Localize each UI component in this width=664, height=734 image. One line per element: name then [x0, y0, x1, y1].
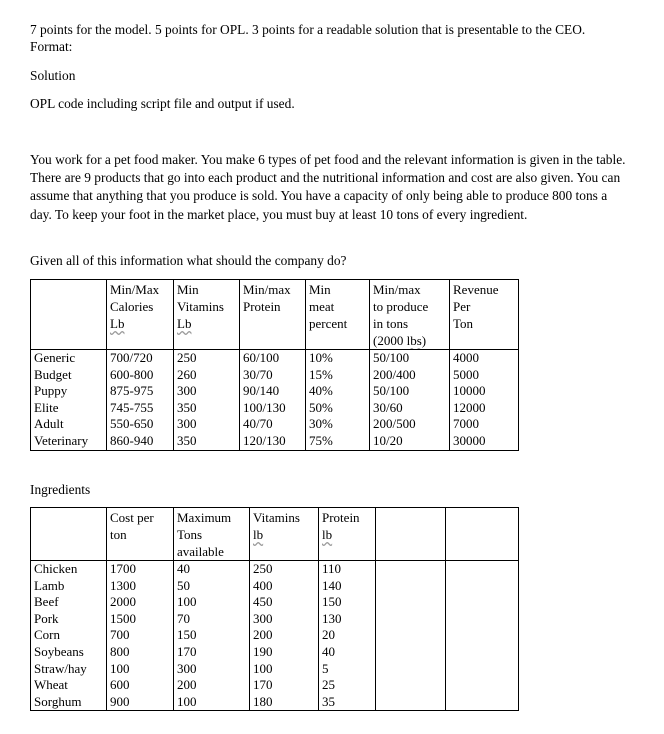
- ingredients-cell: Chicken: [31, 561, 107, 578]
- ingredients-cell: [446, 644, 519, 661]
- ingredients-cell: [446, 594, 519, 611]
- products-cell: 300: [174, 416, 240, 433]
- products-header-unit: lbs: [406, 333, 422, 348]
- products-header-text: Min/max: [243, 282, 291, 297]
- products-header-text: Min/Max: [110, 282, 160, 297]
- ingredients-cell: [376, 578, 446, 595]
- ingredients-header-text: Protein: [322, 510, 360, 525]
- ingredients-cell: 40: [319, 644, 376, 661]
- products-header-text: in tons: [373, 316, 409, 331]
- opl-instruction: OPL code including script file and output if used.: [30, 96, 295, 111]
- products-row: [31, 433, 519, 450]
- ingredients-cell: 25: [319, 677, 376, 694]
- ingredients-cell: 200: [174, 677, 250, 694]
- products-header-text: Ton: [453, 316, 474, 331]
- products-header-text: Min/max: [373, 282, 421, 297]
- products-cell: 875-975: [107, 383, 174, 400]
- ingredients-cell: 150: [174, 627, 250, 644]
- ingredients-cell: 300: [174, 661, 250, 678]
- ingredients-cell: 200: [250, 627, 319, 644]
- products-cell: Budget: [31, 367, 107, 384]
- products-header-text: (2000: [373, 333, 407, 348]
- products-header-text: Min: [309, 282, 331, 297]
- products-cell: 5000: [450, 367, 519, 384]
- ingredients-row: [31, 561, 519, 578]
- ingredients-cell: 800: [107, 644, 174, 661]
- ingredients-cell: 450: [250, 594, 319, 611]
- ingredients-row: [31, 594, 519, 611]
- products-cell: 75%: [306, 433, 370, 450]
- products-row: [31, 416, 519, 433]
- products-cell: 200/500: [370, 416, 450, 433]
- ingredients-cell: 100: [107, 661, 174, 678]
- products-cell: 10%: [306, 350, 370, 367]
- ingredients-header-text: Cost per: [110, 510, 154, 525]
- products-header-cell: [450, 280, 519, 350]
- products-cell: 300: [174, 383, 240, 400]
- ingredients-table: [30, 507, 519, 711]
- ingredients-row: [31, 627, 519, 644]
- ingredients-cell: 700: [107, 627, 174, 644]
- ingredients-cell: [376, 627, 446, 644]
- ingredients-cell: 140: [319, 578, 376, 595]
- ingredients-cell: 1300: [107, 578, 174, 595]
- products-cell: 30/70: [240, 367, 306, 384]
- ingredients-cell: 5: [319, 661, 376, 678]
- products-cell: 10/20: [370, 433, 450, 450]
- ingredients-cell: 150: [319, 594, 376, 611]
- products-header-unit: Lb: [177, 316, 192, 331]
- products-header-cell: [31, 280, 107, 350]
- ingredients-row: [31, 644, 519, 661]
- ingredients-header-text: Maximum: [177, 510, 232, 525]
- ingredients-cell: Sorghum: [31, 694, 107, 711]
- products-header-cell: [107, 280, 174, 350]
- ingredients-cell: 400: [250, 578, 319, 595]
- products-cell: 100/130: [240, 400, 306, 417]
- ingredients-header-cell: [250, 508, 319, 561]
- products-cell: 60/100: [240, 350, 306, 367]
- ingredients-cell: 170: [174, 644, 250, 661]
- products-cell: 7000: [450, 416, 519, 433]
- ingredients-header-cell: [376, 508, 446, 561]
- ingredients-cell: 190: [250, 644, 319, 661]
- products-row: [31, 367, 519, 384]
- ingredients-header-row: [31, 508, 519, 561]
- ingredients-cell: 35: [319, 694, 376, 711]
- products-header-text: Calories: [110, 299, 154, 314]
- products-cell: 260: [174, 367, 240, 384]
- ingredients-header-text: Tons: [177, 527, 203, 542]
- ingredients-cell: [446, 694, 519, 711]
- products-header-text: to produce: [373, 299, 429, 314]
- ingredients-cell: 300: [250, 611, 319, 628]
- ingredients-cell: Soybeans: [31, 644, 107, 661]
- ingredients-cell: 600: [107, 677, 174, 694]
- products-cell: Generic: [31, 350, 107, 367]
- products-header-text: Per: [453, 299, 471, 314]
- ingredients-cell: [376, 661, 446, 678]
- ingredients-cell: [446, 578, 519, 595]
- products-header-cell: [370, 280, 450, 350]
- products-cell: 860-940: [107, 433, 174, 450]
- ingredients-header-cell: [446, 508, 519, 561]
- ingredients-header-text: available: [177, 544, 224, 559]
- products-cell: Adult: [31, 416, 107, 433]
- ingredients-cell: Pork: [31, 611, 107, 628]
- products-cell: 350: [174, 400, 240, 417]
- ingredients-cell: [376, 561, 446, 578]
- products-header-cell: [306, 280, 370, 350]
- ingredients-header-unit: lb: [322, 527, 333, 542]
- products-cell: 350: [174, 433, 240, 450]
- products-header-unit: Lb: [110, 316, 125, 331]
- ingredients-header-cell: [107, 508, 174, 561]
- ingredients-cell: 2000: [107, 594, 174, 611]
- products-cell: 50%: [306, 400, 370, 417]
- products-header-text: Min: [177, 282, 199, 297]
- products-cell: 200/400: [370, 367, 450, 384]
- ingredients-row: [31, 694, 519, 711]
- question: Given all of this information what should the company do?: [30, 253, 347, 268]
- products-cell: 250: [174, 350, 240, 367]
- products-header-text: Vitamins: [177, 299, 224, 314]
- products-header-cell: [174, 280, 240, 350]
- ingredients-cell: Beef: [31, 594, 107, 611]
- solution-label: Solution: [30, 68, 76, 83]
- ingredients-cell: Corn: [31, 627, 107, 644]
- ingredients-label: Ingredients: [30, 482, 91, 497]
- ingredients-cell: 180: [250, 694, 319, 711]
- products-cell: 12000: [450, 400, 519, 417]
- products-cell: 50/100: [370, 350, 450, 367]
- products-cell: 50/100: [370, 383, 450, 400]
- ingredients-cell: Straw/hay: [31, 661, 107, 678]
- products-cell: 10000: [450, 383, 519, 400]
- ingredients-cell: 20: [319, 627, 376, 644]
- ingredients-row: [31, 578, 519, 595]
- ingredients-cell: 170: [250, 677, 319, 694]
- ingredients-header-cell: [174, 508, 250, 561]
- products-cell: 120/130: [240, 433, 306, 450]
- ingredients-cell: 100: [174, 594, 250, 611]
- products-header-row: [31, 280, 519, 350]
- products-row: [31, 383, 519, 400]
- products-header-text: percent: [309, 316, 348, 331]
- ingredients-cell: [446, 677, 519, 694]
- products-cell: 40%: [306, 383, 370, 400]
- ingredients-cell: 100: [174, 694, 250, 711]
- products-header-text: Protein: [243, 299, 281, 314]
- ingredients-row: [31, 661, 519, 678]
- ingredients-header-cell: [31, 508, 107, 561]
- ingredients-cell: [376, 677, 446, 694]
- ingredients-cell: [376, 644, 446, 661]
- ingredients-cell: [376, 594, 446, 611]
- ingredients-row: [31, 611, 519, 628]
- products-row: [31, 350, 519, 367]
- products-header-text: Revenue: [453, 282, 499, 297]
- ingredients-cell: 100: [250, 661, 319, 678]
- ingredients-cell: [446, 661, 519, 678]
- products-header-cell: [240, 280, 306, 350]
- products-cell: 30%: [306, 416, 370, 433]
- ingredients-cell: Lamb: [31, 578, 107, 595]
- ingredients-cell: [376, 694, 446, 711]
- products-cell: 15%: [306, 367, 370, 384]
- products-table: [30, 279, 519, 451]
- products-header-text: meat: [309, 299, 335, 314]
- ingredients-header-text: ton: [110, 527, 127, 542]
- products-cell: Puppy: [31, 383, 107, 400]
- ingredients-header-cell: [319, 508, 376, 561]
- products-row: [31, 400, 519, 417]
- products-cell: 550-650: [107, 416, 174, 433]
- problem-statement: You work for a pet food maker. You make 6 types of pet food and the relevant information is given in the table. There are 9 products that go into each product and the nutritional information and cost are also given. You can assume that anything that you produce is sold. You have a capacity of only being able to produce 800 tons a day. To keep your foot in the market place, you must buy at least 10 tons of every ingredient.: [30, 152, 626, 222]
- ingredients-cell: [446, 561, 519, 578]
- ingredients-cell: Wheat: [31, 677, 107, 694]
- products-cell: 30000: [450, 433, 519, 450]
- ingredients-cell: 1500: [107, 611, 174, 628]
- ingredients-cell: 1700: [107, 561, 174, 578]
- ingredients-cell: [376, 611, 446, 628]
- ingredients-cell: 40: [174, 561, 250, 578]
- ingredients-cell: 70: [174, 611, 250, 628]
- ingredients-cell: [446, 627, 519, 644]
- ingredients-cell: [446, 611, 519, 628]
- products-cell: Elite: [31, 400, 107, 417]
- products-cell: 30/60: [370, 400, 450, 417]
- points-statement: 7 points for the model. 5 points for OPL. 3 points for a readable solution that is presentable to the CEO. Format:: [30, 22, 586, 54]
- ingredients-cell: 50: [174, 578, 250, 595]
- products-cell: 700/720: [107, 350, 174, 367]
- ingredients-row: [31, 677, 519, 694]
- ingredients-cell: 900: [107, 694, 174, 711]
- products-cell: 90/140: [240, 383, 306, 400]
- products-cell: 600-800: [107, 367, 174, 384]
- ingredients-cell: 130: [319, 611, 376, 628]
- ingredients-header-unit: lb: [253, 527, 264, 542]
- products-header-text: ): [421, 333, 427, 348]
- ingredients-cell: 110: [319, 561, 376, 578]
- ingredients-header-text: Vitamins: [253, 510, 300, 525]
- products-cell: 4000: [450, 350, 519, 367]
- ingredients-cell: 250: [250, 561, 319, 578]
- products-cell: 40/70: [240, 416, 306, 433]
- products-cell: Veterinary: [31, 433, 107, 450]
- products-cell: 745-755: [107, 400, 174, 417]
